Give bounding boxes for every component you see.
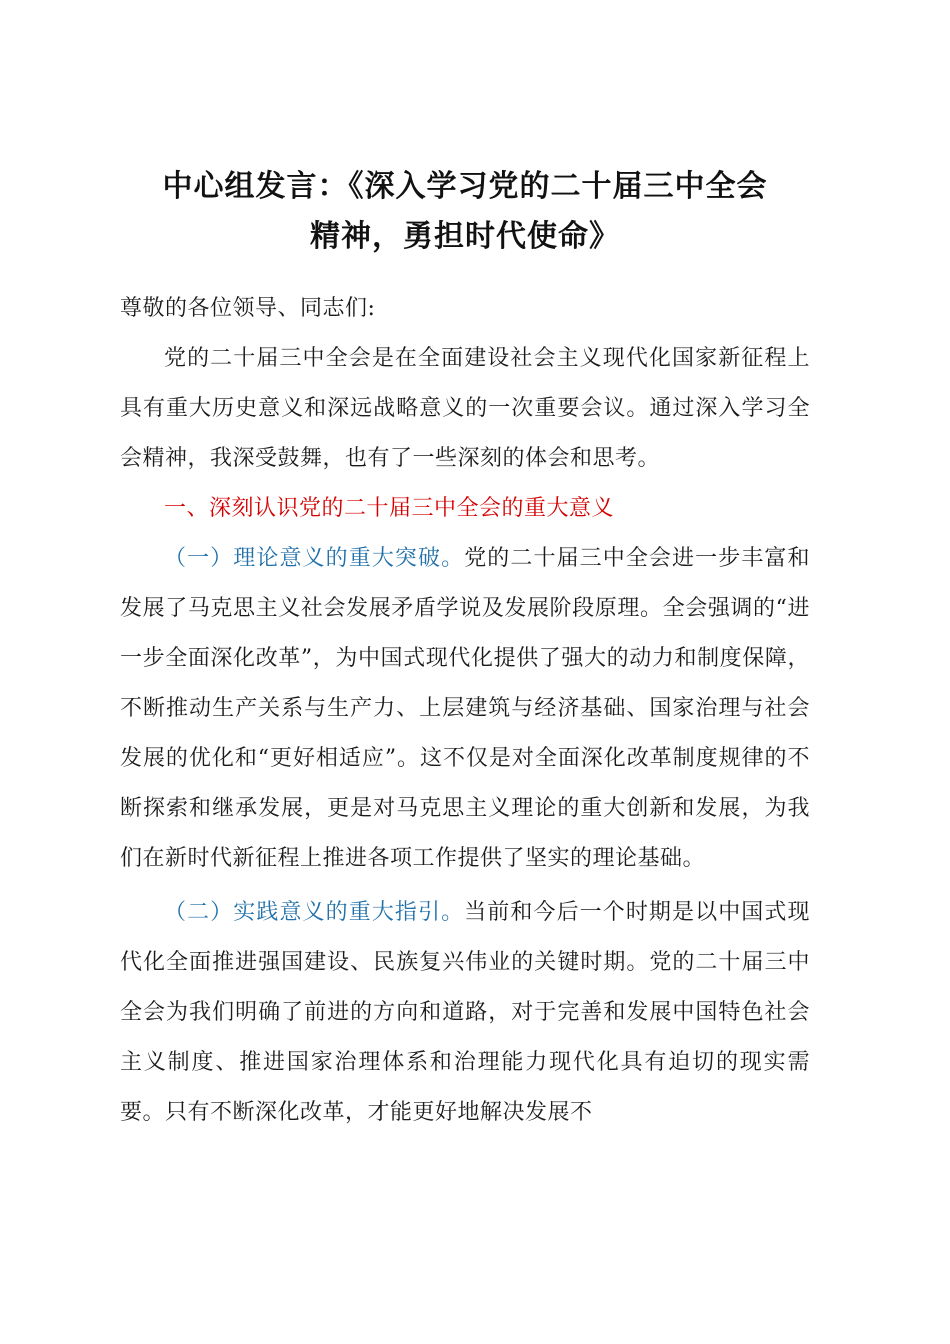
title-line-2: 精神，勇担时代使命》 [310,219,620,254]
section-1-item-2-body: 当前和今后一个时期是以中国式现代化全面推进强国建设、民族复兴伟业的关键时期。党的二十届三中全会为我们明确了前进的方向和道路，对于完善和发展中国特色社会主义制度、推进国家治理体系和治理能力现代化具有迫切的现实需要。只有不断深化改革，才能更好地解决发展不 [120,900,810,1125]
section-1-item-1-subhead: （一）理论意义的重大突破。 [164,546,465,571]
section-1-item-2-paragraph [120,888,810,1138]
intro-paragraph: 党的二十届三中全会是在全面建设社会主义现代化国家新征程上具有重大历史意义和深远战略意义的一次重要会议。通过深入学习全会精神，我深受鼓舞，也有了一些深刻的体会和思考。 [120,346,810,471]
section-1-heading: 一、深刻认识党的二十届三中全会的重大意义 [164,496,615,521]
title-line-1: 中心组发言：《深入学习党的二十届三中全会 [162,169,768,204]
section-1-item-1-body: 党的二十届三中全会进一步丰富和发展了马克思主义社会发展矛盾学说及发展阶段原理。全会强调的“进一步全面深化改革”，为中国式现代化提供了强大的动力和制度保障，不断推动生产关系与生产力、上层建筑与经济基础、国家治理与社会发展的优化和“更好相适应”。这不仅是对全面深化改革制度规律的不断探索和继承发展，更是对马克思主义理论的重大创新和发展，为我们在新时代新征程上推进各项工作提供了坚实的理论基础。 [120,546,810,871]
document-page [120,162,810,1138]
document-title [120,162,810,262]
section-1-item-1-paragraph [120,534,810,884]
salutation: 尊敬的各位领导、同志们: [120,296,376,321]
section-1-item-2-subhead: （二）实践意义的重大指引。 [164,900,465,925]
